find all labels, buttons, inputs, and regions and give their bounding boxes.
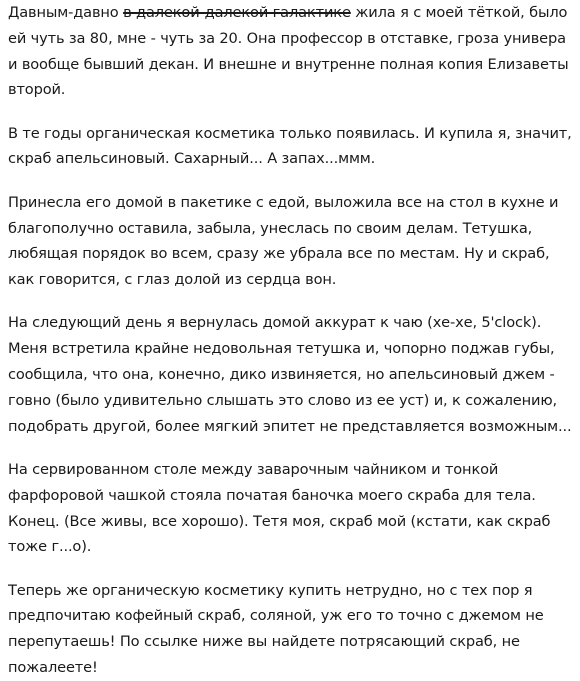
paragraph-5: На сервированном столе между заварочным чайником и тонкой фарфоровой чашкой стояла початая баночка моего скраба для тела. Конец. (Все живы, все хорошо). Тетя моя, скраб мой (кстати, как скраб тоже г...о). <box>8 460 551 556</box>
paragraph-4: На следующий день я вернулась домой аккурат к чаю (хе-хе, 5'clock). Меня встретила крайне недовольная тетушка и, чопорно поджав губы, сообщила, что она, конечно, дико извиняется, но апельсиновый джем - говно (было удивительно слышать это слово из ее уст) и, к сожалению, подобрать другой, более мягкий эпитет не представляется возможным... <box>8 314 572 435</box>
post-body <box>8 0 574 681</box>
strikethrough-text: в далекой-далекой галактике <box>123 4 351 21</box>
paragraph-1-lead: Давным-давно <box>8 4 124 21</box>
paragraph-2: В те годы органическая косметика только появилась. И купила я, значит, скраб апельсиновый. Сахарный... А запах...ммм. <box>8 124 572 168</box>
paragraph-6: Теперь же органическую косметику купить нетрудно, но с тех пор я предпочитаю кофейный скраб, соляной, уж его то точно с джемом не перепутаешь! По ссылке ниже вы найдете потрясающий скраб, не пожалеете! <box>8 581 544 677</box>
paragraph-3: Принесла его домой в пакетике с едой, выложила все на стол в кухне и благополучно оставила, забыла, унеслась по своим делам. Тетушка, любящая порядок во всем, сразу же убрала все по местам. Ну и скраб, как говорится, с глаз долой из сердца вон. <box>8 193 559 289</box>
paragraph-1-rest: жила я с моей тёткой, было ей чуть за 80, мне - чуть за 20. Она профессор в отставке, гроза универа и вообще бывший декан. И внешне и внутренне полная копия Елизаветы второй. <box>8 4 569 99</box>
paragraph-1 <box>8 0 574 103</box>
